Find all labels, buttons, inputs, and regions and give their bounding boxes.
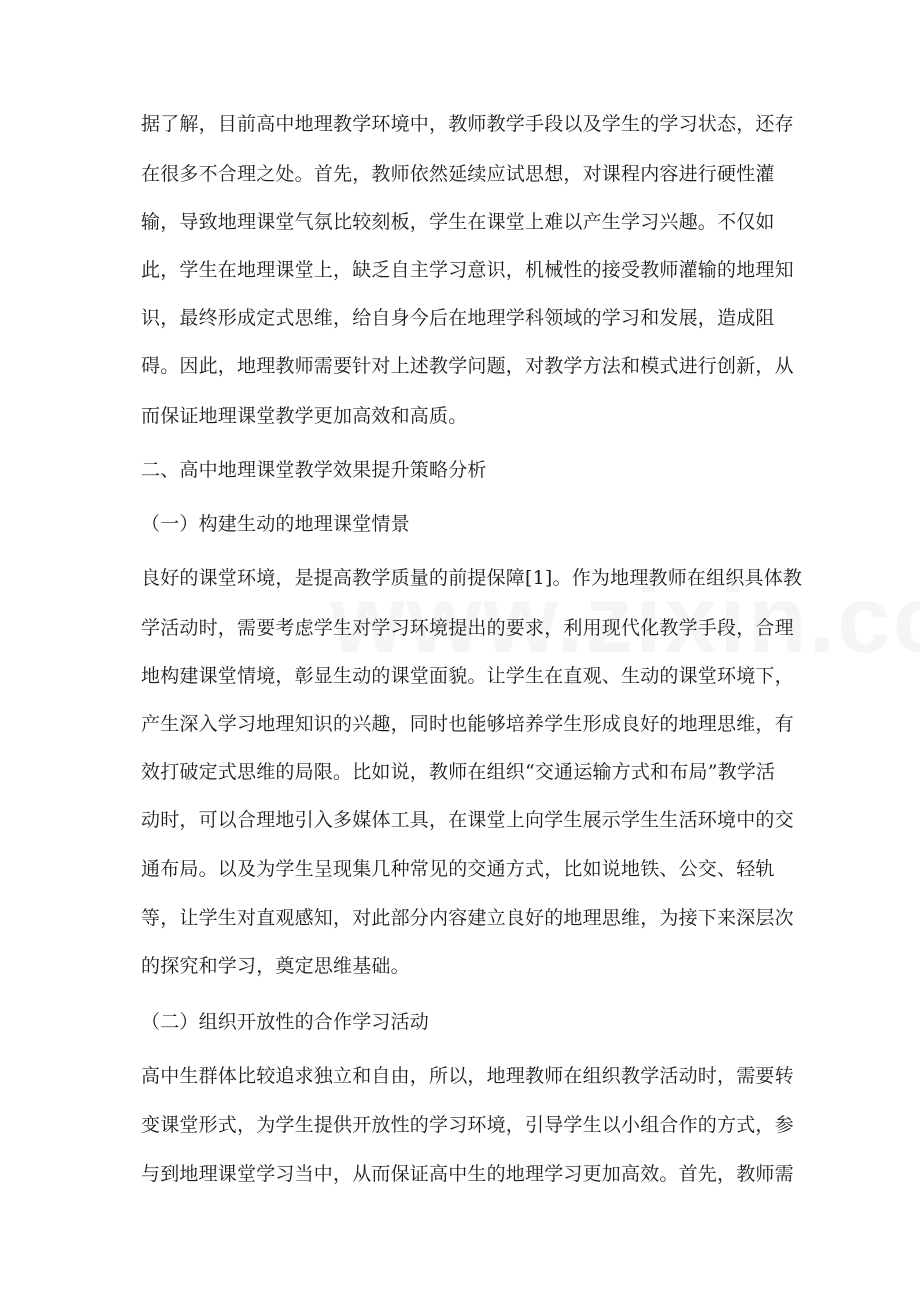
text-line: 产生深入学习地理知识的兴趣，同时也能够培养学生形成良好的地理思维，有 [141,713,794,735]
text-line: 动时，可以合理地引入多媒体工具，在课堂上向学生展示学生生活环境中的交 [141,809,794,831]
text-line: 等，让学生对直观感知，对此部分内容建立良好的地理思维，为接下来深层次 [141,907,794,929]
text-line: 识，最终形成定式思维，给自身今后在地理学科领域的学习和发展，造成阻 [141,307,775,329]
subsection-heading: （二）组织开放性的合作学习活动 [141,1011,430,1033]
text-line: 在很多不合理之处。首先，教师依然延续应试思想，对课程内容进行硬性灌 [141,163,775,185]
text-line: 学活动时，需要考虑学生对学习环境提出的要求，利用现代化教学手段，合理 [141,617,794,639]
text-line: 地构建课堂情境，彰显生动的课堂面貌。让学生在直观、生动的课堂环境下， [141,665,794,687]
subsection-heading: （一）构建生动的地理课堂情景 [141,513,410,535]
text-line: 与到地理课堂学习当中，从而保证高中生的地理学习更加高效。首先，教师需 [141,1163,794,1185]
text-line: 高中生群体比较追求独立和自由，所以，地理教师在组织教学活动时，需要转 [141,1065,794,1087]
text-line: 效打破定式思维的局限。比如说，教师在组织“交通运输方式和布局”教学活 [141,761,776,783]
text-line: 良好的课堂环境，是提高教学质量的前提保障[1]。作为地理教师在组织具体教 [141,567,803,589]
text-line: 碍。因此，地理教师需要针对上述教学问题，对教学方法和模式进行创新，从 [141,355,794,377]
text-line: 而保证地理课堂教学更加高效和高质。 [141,405,468,427]
text-line: 输，导致地理课堂气氛比较刻板，学生在课堂上难以产生学习兴趣。不仅如 [141,211,775,233]
text-line: 通布局。以及为学生呈现集几种常见的交通方式，比如说地铁、公交、轻轨 [141,858,775,880]
text-line: 据了解，目前高中地理教学环境中，教师教学手段以及学生的学习状态，还存 [141,113,794,135]
text-line: 的探究和学习，奠定思维基础。 [141,955,410,977]
text-line: 变课堂形式，为学生提供开放性的学习环境，引导学生以小组合作的方式，参 [141,1114,794,1136]
section-heading: 二、高中地理课堂教学效果提升策略分析 [141,459,487,481]
text-line: 此，学生在地理课堂上，缺乏自主学习意识，机械性的接受教师灌输的地理知 [141,259,794,281]
